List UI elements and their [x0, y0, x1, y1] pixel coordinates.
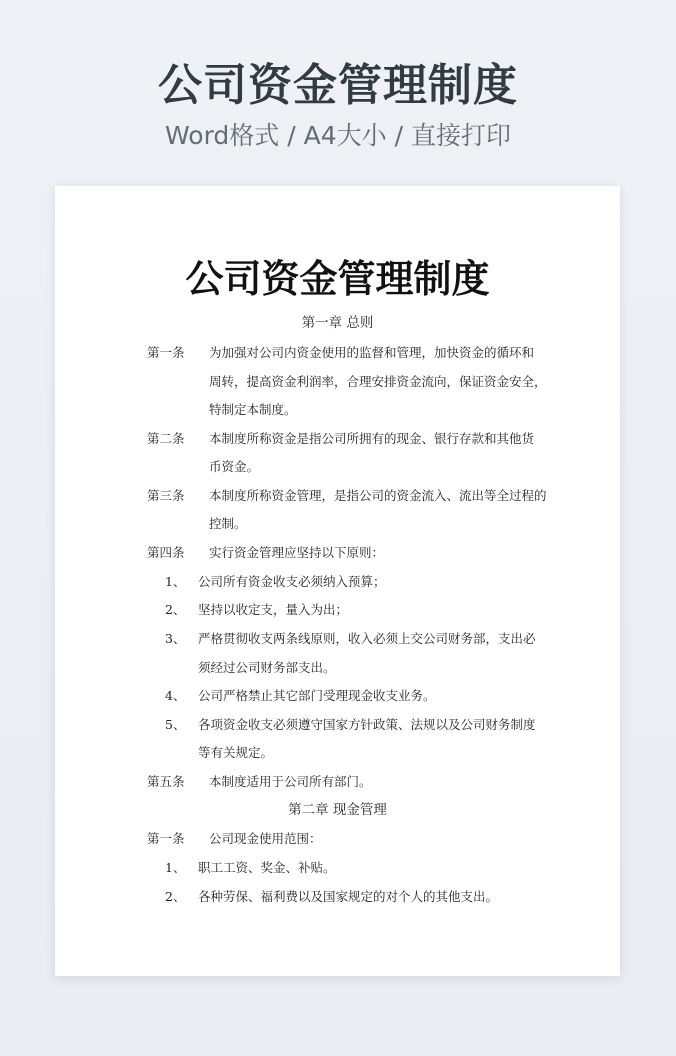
banner-subtitle: Word格式 / A4大小 / 直接打印 [165, 121, 511, 150]
document-page [55, 186, 620, 976]
article-text-line: 特制定本制度。 [209, 402, 297, 417]
article-label: 第二条 [147, 431, 185, 446]
list-item-text: 各项资金收支必须遵守国家方针政策、法规以及公司财务制度 [198, 717, 536, 732]
list-item-text: 严格贯彻收支两条线原则，收入必须上交公司财务部，支出必 [198, 631, 536, 646]
document-title: 公司资金管理制度 [185, 256, 490, 301]
list-item-text: 等有关规定。 [198, 745, 274, 760]
article-text-line: 实行资金管理应坚持以下原则： [209, 545, 385, 560]
chapter-heading: 第二章 现金管理 [288, 802, 387, 818]
chapter-heading: 第一章 总则 [301, 315, 374, 331]
article-text-line: 公司现金使用范围： [209, 831, 322, 846]
list-item-number: 4、 [165, 688, 186, 703]
article-text-line: 币资金。 [209, 459, 260, 474]
article-label: 第三条 [147, 488, 185, 503]
list-item-number: 2、 [165, 602, 186, 617]
list-item-text: 公司严格禁止其它部门受理现金收支业务。 [198, 688, 436, 703]
list-item-text: 公司所有资金收支必须纳入预算； [198, 574, 386, 589]
article-label: 第五条 [147, 774, 185, 789]
article-text-line: 为加强对公司内资金使用的监督和管理，加快资金的循环和 [209, 345, 535, 360]
article-text-line: 本制度所称资金是指公司所拥有的现金、银行存款和其他货 [209, 431, 535, 446]
article-label: 第四条 [147, 545, 185, 560]
article-text-line: 本制度所称资金管理，是指公司的资金流入、流出等全过程的 [209, 488, 547, 503]
list-item-text: 各种劳保、福利费以及国家规定的对个人的其他支出。 [198, 889, 499, 904]
article-label: 第一条 [147, 831, 185, 846]
list-item-number: 1、 [165, 574, 186, 589]
list-item-number: 2、 [165, 889, 186, 904]
banner-title: 公司资金管理制度 [158, 60, 518, 111]
list-item-text: 须经过公司财务部支出。 [198, 660, 336, 675]
article-text-line: 控制。 [209, 516, 247, 531]
article-text-line: 本制度适用于公司所有部门。 [209, 774, 372, 789]
list-item-number: 5、 [165, 717, 186, 732]
list-item-number: 1、 [165, 860, 186, 875]
list-item-text: 职工工资、奖金、补贴。 [198, 860, 336, 875]
list-item-text: 坚持以收定支，量入为出； [198, 602, 349, 617]
article-label: 第一条 [147, 345, 185, 360]
list-item-number: 3、 [165, 631, 186, 646]
article-text-line: 周转，提高资金利润率，合理安排资金流向，保证资金安全， [209, 374, 547, 389]
